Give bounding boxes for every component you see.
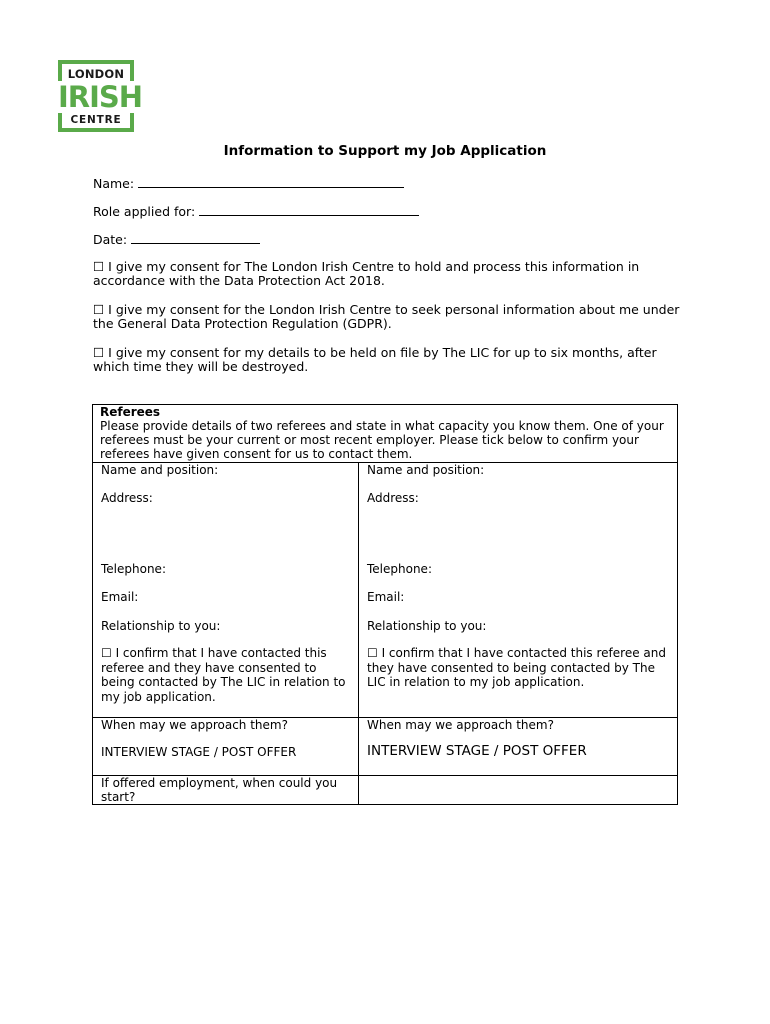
consent-gdpr[interactable]: ☐ I give my consent for the London Irish Centre to seek personal information about me under the General Data Protection Regulation (GDPR). (93, 302, 680, 331)
referee-1-telephone-label: Telephone: (101, 562, 166, 576)
referees-instructions: Please provide details of two referees and state in what capacity you know them. One of your referees must be your current or most recent employer. Please tick below to confirm your referees have given consent for us to contact them. (100, 419, 664, 461)
referee-1-approach[interactable] (92, 717, 359, 776)
name-line[interactable] (138, 175, 404, 188)
referee-2-approach[interactable] (358, 717, 678, 776)
referees-header (92, 404, 678, 463)
referee-1-address-label: Address: (101, 491, 153, 505)
referee-2-address-label: Address: (367, 491, 419, 505)
logo-line-1: LONDON (67, 67, 125, 81)
page-title: Information to Support my Job Application (223, 143, 547, 159)
referee-2-email-label: Email: (367, 590, 405, 604)
referee-2-approach-options[interactable]: INTERVIEW STAGE / POST OFFER (367, 743, 587, 759)
referee-1-email-label: Email: (101, 590, 139, 604)
referee-2-telephone-label: Telephone: (367, 562, 432, 576)
date-field[interactable] (93, 231, 260, 247)
referee-2-details[interactable] (358, 462, 678, 718)
consent-data-protection[interactable]: ☐ I give my consent for The London Irish Centre to hold and process this information in accordance with the Data Protection Act 2018. (93, 259, 640, 288)
referee-1-details[interactable] (92, 462, 359, 718)
logo-line-3: CENTRE (70, 114, 122, 126)
london-irish-centre-logo (58, 60, 143, 132)
referee-1-relationship-label: Relationship to you: (101, 619, 221, 633)
start-date-question (92, 775, 359, 805)
referee-2-relationship-label: Relationship to you: (367, 619, 487, 633)
referee-2-confirm-checkbox[interactable]: ☐ I confirm that I have contacted this referee and they have consented to being contacted by The LIC in relation to my job application. (367, 646, 666, 689)
name-label: Name: (93, 176, 135, 191)
logo-line-2: IRISH (58, 80, 143, 114)
role-field[interactable] (93, 203, 419, 219)
referees-table (92, 404, 678, 804)
role-label: Role applied for: (93, 204, 196, 219)
consent-retention[interactable]: ☐ I give my consent for my details to be held on file by The LIC for up to six months, after which time they will be destroyed. (93, 345, 657, 374)
referee-2-approach-label: When may we approach them? (367, 718, 554, 732)
name-field[interactable] (93, 175, 404, 191)
referees-heading: Referees (100, 405, 161, 419)
referee-1-confirm-checkbox[interactable]: ☐ I confirm that I have contacted this referee and they have consented to being contacted by The LIC in relation to my job application. (101, 646, 346, 704)
referee-2-name-label: Name and position: (367, 463, 485, 477)
referee-1-approach-options[interactable]: INTERVIEW STAGE / POST OFFER (101, 745, 297, 759)
role-line[interactable] (199, 203, 419, 216)
referee-1-approach-label: When may we approach them? (101, 718, 288, 732)
start-date-answer[interactable] (358, 775, 678, 805)
date-line[interactable] (131, 231, 260, 244)
referee-1-name-label: Name and position: (101, 463, 219, 477)
start-date-label: If offered employment, when could you start? (101, 776, 338, 804)
date-label: Date: (93, 232, 128, 247)
